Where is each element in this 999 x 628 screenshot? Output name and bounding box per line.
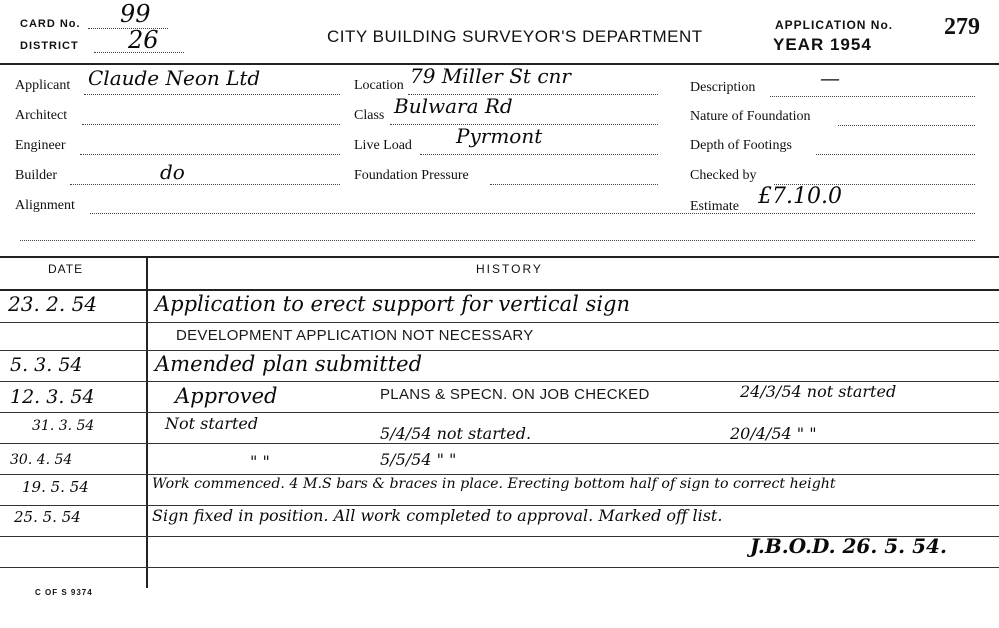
row-line — [0, 567, 999, 568]
plans-checked-stamp: PLANS & SPECN. ON JOB CHECKED — [380, 386, 650, 403]
year-label: YEAR 1954 — [773, 35, 872, 54]
table-row-note: 5/4/54 not started. — [380, 424, 532, 443]
nature-of-foundation-line — [838, 125, 975, 126]
table-row-date: 19. 5. 54 — [22, 478, 89, 496]
date-column-divider — [146, 258, 148, 588]
depth-of-footings-line — [816, 154, 975, 155]
application-no-label: APPLICATION No. — [775, 18, 894, 32]
table-row-date: 31. 3. 54 — [32, 418, 95, 434]
description-line — [770, 96, 975, 97]
class-label: Class — [354, 108, 385, 123]
table-row-date: 25. 5. 54 — [14, 508, 81, 526]
engineer-line — [80, 154, 340, 155]
location-label: Location — [354, 78, 404, 93]
builder-label: Builder — [15, 168, 57, 183]
checked-by-label: Checked by — [690, 168, 757, 183]
alignment-line — [90, 213, 975, 214]
live-load-value: Pyrmont — [456, 124, 543, 148]
form-code: C OF S 9374 — [35, 588, 93, 597]
table-row-history: Work commenced. 4 M.S bars & braces in place. Erecting bottom half of sign to correct height — [152, 476, 836, 492]
application-no-value: 279 — [944, 14, 980, 40]
live-load-line — [420, 154, 658, 155]
row-line — [0, 412, 999, 413]
row-line — [0, 474, 999, 475]
table-row-note: 20/4/54 " " — [730, 424, 817, 443]
table-row-date: 23. 2. 54 — [8, 292, 98, 316]
table-row-history: Amended plan submitted — [155, 352, 423, 376]
applicant-line — [84, 94, 340, 95]
development-application-stamp: DEVELOPMENT APPLICATION NOT NECESSARY — [176, 327, 534, 344]
architect-label: Architect — [15, 108, 68, 123]
foundation-pressure-label: Foundation Pressure — [354, 168, 469, 183]
nature-of-foundation-label: Nature of Foundation — [690, 109, 811, 124]
applicant-value: Claude Neon Ltd — [88, 66, 261, 90]
row-line — [0, 350, 999, 351]
architect-line — [82, 124, 340, 125]
district-value: 26 — [128, 26, 159, 54]
alignment-label: Alignment — [15, 198, 75, 213]
table-row-history: " " — [250, 452, 270, 471]
table-row-history: Application to erect support for vertical sign — [155, 292, 631, 316]
estimate-label: Estimate — [690, 199, 739, 214]
date-column-header: DATE — [48, 262, 84, 276]
builder-value: do — [160, 160, 185, 184]
table-row-date: 30. 4. 54 — [10, 452, 73, 468]
history-column-header: HISTORY — [476, 262, 543, 276]
row-line — [0, 443, 999, 444]
depth-of-footings-label: Depth of Footings — [690, 138, 792, 153]
live-load-label: Live Load — [354, 138, 412, 153]
card-no-label: CARD No. — [20, 18, 81, 30]
engineer-label: Engineer — [15, 138, 66, 153]
description-label: Description — [690, 80, 756, 95]
foundation-pressure-line — [490, 184, 658, 185]
signature: J.B.O.D. 26. 5. 54. — [750, 534, 947, 558]
builder-line — [70, 184, 340, 185]
row-line — [0, 322, 999, 323]
table-row-note: 5/5/54 " " — [380, 450, 457, 469]
district-label: DISTRICT — [20, 40, 79, 52]
blank-line — [20, 240, 975, 241]
location-value: 79 Miller St cnr — [410, 64, 571, 88]
table-row-history: Not started — [165, 414, 259, 433]
table-row-history: Approved — [175, 384, 278, 408]
applicant-label: Applicant — [15, 78, 71, 93]
card-no-value: 99 — [120, 0, 151, 28]
estimate-value: £7.10.0 — [758, 184, 842, 209]
table-row-history: Sign fixed in position. All work completed to approval. Marked off list. — [152, 506, 723, 525]
class-value: Bulwara Rd — [394, 94, 513, 118]
table-header-divider — [0, 289, 999, 291]
table-row-date: 5. 3. 54 — [10, 354, 83, 376]
department-title: CITY BUILDING SURVEYOR'S DEPARTMENT — [327, 27, 703, 46]
table-row-note: 24/3/54 not started — [740, 382, 897, 401]
description-value: — — [820, 66, 840, 90]
fields-divider — [0, 256, 999, 258]
table-row-date: 12. 3. 54 — [10, 386, 95, 408]
